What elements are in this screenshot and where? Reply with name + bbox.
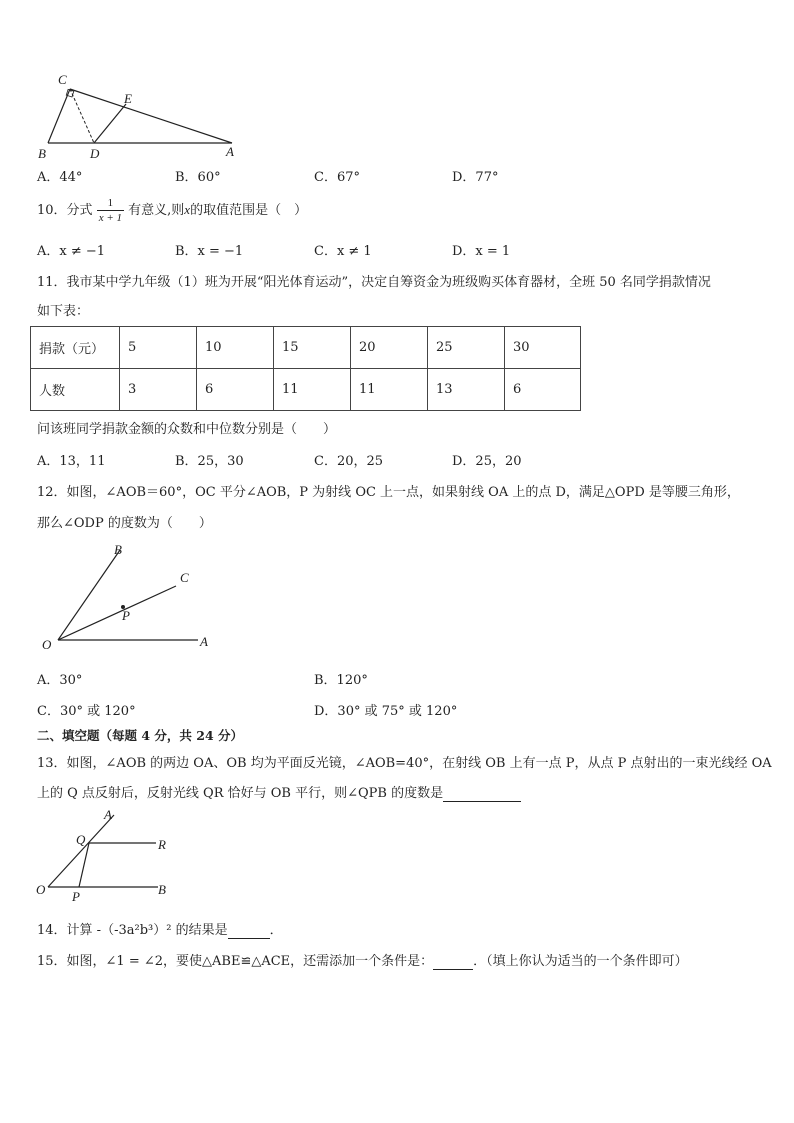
q14-answer-blank[interactable] [228, 923, 270, 939]
table-cell: 5 [120, 327, 197, 369]
q12-option-d: D．30° 或 75° 或 120° [314, 704, 458, 719]
q13-mirror-figure [34, 807, 184, 903]
table-cell: 人数 [31, 369, 120, 411]
q14-stem [37, 919, 283, 939]
q11-option-b: B．25，30 [175, 454, 244, 469]
q15-answer-blank[interactable] [433, 954, 473, 970]
q11-option-a: A．13，11 [37, 454, 106, 469]
label-Q: Q [76, 832, 86, 847]
q9-option-d: D．77° [452, 170, 499, 185]
table-row [31, 369, 581, 411]
q11-option-d: D．25，20 [452, 454, 522, 469]
label-R: R [158, 837, 166, 852]
q11-option-c: C．20，25 [314, 454, 384, 469]
label-O: O [36, 882, 46, 897]
q10-mid: 有意义,则 [128, 203, 185, 218]
q15-prefix: 15．如图，∠1 = ∠2，要使△ABE≌△ACE，还需添加一个条件是： [37, 954, 434, 969]
q10-prefix: 10．分式 [37, 203, 93, 218]
q12-option-b: B．120° [314, 673, 368, 688]
q13-line1: 13．如图，∠AOB 的两边 OA、OB 均为平面反光镜，∠AOB=40°，在射线 OB 上有一点 P，从点 P 点射出的一束光线经 OA [37, 756, 772, 771]
q12-option-a: A．30° [37, 673, 83, 688]
q11-line2: 如下表： [37, 304, 90, 319]
donation-table [30, 326, 581, 411]
table-cell: 11 [351, 369, 428, 411]
q13-line2 [37, 782, 521, 802]
q10-option-a: A．x ≠ −1 [37, 244, 106, 259]
label-E: E [124, 91, 132, 106]
q10-stem [37, 196, 307, 225]
q10-fraction [97, 196, 124, 225]
table-cell: 13 [428, 369, 505, 411]
table-cell: 25 [428, 327, 505, 369]
q10-frac-den: x + 1 [98, 212, 122, 224]
q12-angle-figure [38, 538, 223, 656]
q10-var: x [184, 202, 191, 217]
q10-option-b: B．x = −1 [175, 244, 244, 259]
label-A: A [104, 807, 112, 822]
table-cell: 11 [274, 369, 351, 411]
label-B: B [114, 542, 122, 557]
q12-line1: 12．如图，∠AOB＝60°，OC 平分∠AOB，P 为射线 OC 上一点，如果射线 OA 上的点 D，满足△OPD 是等腰三角形， [37, 485, 740, 500]
table-cell: 20 [351, 327, 428, 369]
label-C: C [180, 570, 189, 585]
table-cell: 3 [120, 369, 197, 411]
label-B: B [158, 882, 166, 897]
q11-question: 问该班同学捐款金额的众数和中位数分别是（ ） [37, 422, 337, 437]
label-P: P [122, 608, 130, 623]
table-row [31, 327, 581, 369]
q15-stem [37, 950, 688, 970]
table-cell: 捐款（元） [31, 327, 120, 369]
q13-line2-text: 上的 Q 点反射后，反射光线 QR 恰好与 OB 平行，则∠QPB 的度数是 [37, 786, 444, 801]
q11-line1: 11．我市某中学九年级（1）班为开展“阳光体育运动”，决定自筹资金为班级购买体育器材，全班 50 名同学捐款情况 [37, 275, 711, 290]
label-A: A [226, 144, 234, 159]
table-cell: 15 [274, 327, 351, 369]
label-B: B [38, 146, 46, 161]
q10-frac-num: 1 [97, 196, 124, 211]
table-cell: 6 [505, 369, 581, 411]
table-cell: 10 [197, 327, 274, 369]
q14-suffix: ． [269, 923, 283, 938]
q13-answer-blank[interactable] [443, 786, 521, 802]
label-D: D [90, 146, 100, 161]
q10-option-d: D．x = 1 [452, 244, 511, 259]
q14-prefix: 14．计算 -（-3a²b³）² 的结果是 [37, 923, 228, 938]
q15-suffix: ．（填上你认为适当的一个条件即可） [473, 954, 688, 969]
table-cell: 30 [505, 327, 581, 369]
q9-option-c: C．67° [314, 170, 360, 185]
section-heading: 二、填空题（每题 4 分，共 24 分） [37, 728, 244, 743]
table-cell: 6 [197, 369, 274, 411]
label-P: P [72, 889, 80, 903]
q10-option-c: C．x ≠ 1 [314, 244, 372, 259]
q9-option-b: B．60° [175, 170, 221, 185]
q12-option-c: C．30° 或 120° [37, 704, 136, 719]
q9-triangle-figure [30, 70, 250, 165]
label-A: A [200, 634, 208, 649]
label-O: O [42, 637, 52, 652]
q12-line2: 那么∠ODP 的度数为（ ） [37, 516, 212, 531]
q9-option-a: A．44° [37, 170, 83, 185]
label-C: C [58, 72, 67, 87]
q10-suffix: 的取值范围是（ ） [190, 203, 308, 218]
